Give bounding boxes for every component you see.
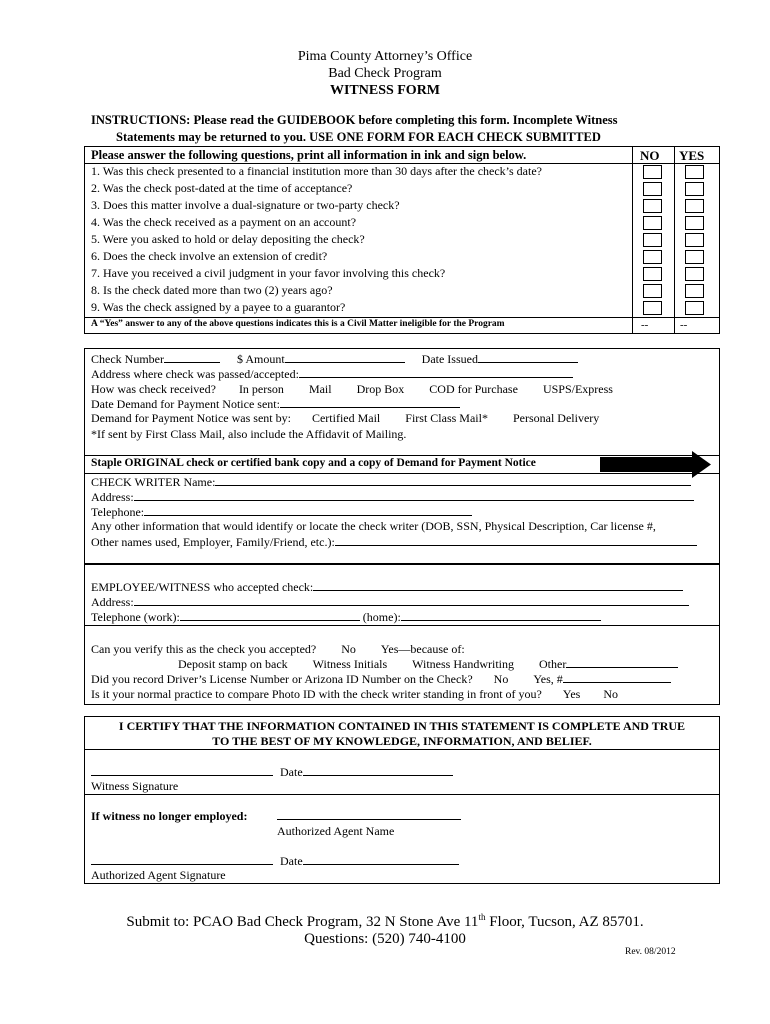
agent-signature-field[interactable]: [91, 854, 273, 865]
q7-no-checkbox[interactable]: [643, 267, 662, 281]
q5-yes-checkbox[interactable]: [685, 233, 704, 247]
witness-signature-row: [91, 765, 453, 780]
q1-no-checkbox[interactable]: [643, 165, 662, 179]
option-in-person[interactable]: In person: [238, 382, 284, 396]
question-item: 4. Was the check received as a payment on an account?: [91, 215, 357, 229]
amount-label: $ Amount: [236, 352, 285, 366]
submit-text-start: Submit to: PCAO Bad Check Program, 32 N Stone Ave 11: [126, 914, 479, 930]
verification-section: [84, 625, 720, 705]
writer-address-label: Address:: [91, 490, 134, 504]
employee-accepted-field[interactable]: [313, 580, 683, 591]
employee-address-field[interactable]: [134, 595, 689, 606]
questions-table: [84, 146, 720, 334]
question-item: 1. Was this check presented to a financial institution more than 30 days after the check’s date?: [91, 164, 542, 178]
option-usps[interactable]: USPS/Express: [542, 382, 613, 396]
license-row: [91, 672, 671, 687]
option-drop-box[interactable]: Drop Box: [356, 382, 405, 396]
employee-tel-work-field[interactable]: [180, 610, 360, 621]
no-dash: --: [641, 319, 649, 331]
verify-options-row: [178, 657, 678, 672]
amount-field[interactable]: [285, 352, 405, 363]
agent-name-field-row: [277, 809, 461, 824]
date-issued-field[interactable]: [478, 352, 578, 363]
check-number-label: Check Number: [91, 352, 164, 366]
photo-id-question: Is it your normal practice to compare Photo ID with the check writer standing in front of you?: [91, 687, 542, 701]
verify-yes-option[interactable]: Yes—because of:: [380, 642, 465, 656]
other-info-line1: Any other information that would identify or locate the check writer (DOB, SSN, Physical Description, Car license #,: [91, 519, 656, 533]
employee-accepted-label: EMPLOYEE/WITNESS who accepted check:: [91, 580, 314, 594]
q9-no-checkbox[interactable]: [643, 301, 662, 315]
license-question: Did you record Driver’s License Number or Arizona ID Number on the Check?: [91, 672, 473, 686]
q5-no-checkbox[interactable]: [643, 233, 662, 247]
agent-date-label: Date: [280, 854, 303, 868]
yes-dash: --: [680, 319, 688, 331]
verify-no-option[interactable]: No: [341, 642, 356, 656]
question-item: 8. Is the check dated more than two (2) years ago?: [91, 283, 333, 297]
witness-date-field[interactable]: [303, 765, 453, 776]
q6-no-checkbox[interactable]: [643, 250, 662, 264]
employee-tel-home-label: (home):: [362, 610, 401, 624]
writer-telephone-label: Telephone:: [91, 505, 145, 519]
q3-yes-checkbox[interactable]: [685, 199, 704, 213]
writer-address-row: [91, 490, 694, 505]
question-item: 2. Was the check post-dated at the time of acceptance?: [91, 181, 353, 195]
writer-name-label: CHECK WRITER Name:: [91, 475, 216, 489]
check-number-row: [91, 352, 578, 367]
address-passed-field[interactable]: [299, 367, 573, 378]
option-deposit-stamp[interactable]: Deposit stamp on back: [178, 657, 288, 671]
employee-tel-home-field[interactable]: [401, 610, 601, 621]
option-mail[interactable]: Mail: [308, 382, 332, 396]
demand-date-row: [91, 397, 460, 412]
certification-section: [84, 716, 720, 884]
license-number-field[interactable]: [563, 672, 671, 683]
agent-signature-label: Authorized Agent Signature: [91, 868, 226, 882]
col-yes-header: YES: [679, 148, 705, 163]
photo-no-option[interactable]: No: [603, 687, 619, 701]
q2-yes-checkbox[interactable]: [685, 182, 704, 196]
form-title: WITNESS FORM: [329, 83, 441, 98]
writer-telephone-field[interactable]: [144, 505, 472, 516]
employee-telephone-row: [91, 610, 601, 625]
q8-yes-checkbox[interactable]: [685, 284, 704, 298]
other-info-row: [91, 535, 697, 550]
q1-yes-checkbox[interactable]: [685, 165, 704, 179]
how-received-row: [91, 382, 613, 397]
q2-no-checkbox[interactable]: [643, 182, 662, 196]
instructions-line1: INSTRUCTIONS: Please read the GUIDEBOOK before completing this form. Incomplete Witness: [91, 113, 618, 127]
witness-signature-field[interactable]: [91, 765, 273, 776]
question-item: 6. Does the check involve an extension of credit?: [91, 249, 328, 263]
address-passed-label: Address where check was passed/accepted:: [91, 367, 299, 381]
option-first-class[interactable]: First Class Mail*: [405, 411, 488, 425]
employee-address-row: [91, 595, 689, 610]
verify-row: [91, 642, 465, 657]
photo-yes-option[interactable]: Yes: [562, 687, 581, 701]
option-cod[interactable]: COD for Purchase: [429, 382, 518, 396]
date-issued-label: Date Issued: [421, 352, 478, 366]
question-item: 5. Were you asked to hold or delay depositing the check?: [91, 232, 365, 246]
civil-matter-footnote: A “Yes” answer to any of the above questions indicates this is a Civil Matter ineligible for the Program: [91, 319, 505, 329]
verify-question: Can you verify this as the check you accepted?: [91, 642, 317, 656]
writer-name-row: [91, 475, 691, 490]
certify-line1: I CERTIFY THAT THE INFORMATION CONTAINED IN THIS STATEMENT IS COMPLETE AND TRUE: [118, 719, 686, 733]
employee-accepted-row: [91, 580, 683, 595]
question-item: 7. Have you received a civil judgment in your favor involving this check?: [91, 266, 446, 280]
staple-instruction: Staple ORIGINAL check or certified bank copy and a copy of Demand for Payment Notice: [91, 457, 536, 469]
affidavit-note: *If sent by First Class Mail, also include the Affidavit of Mailing.: [91, 427, 407, 441]
q7-yes-checkbox[interactable]: [685, 267, 704, 281]
questions-phone: Questions: (520) 740-4100: [304, 931, 466, 947]
office-name: Pima County Attorney’s Office: [297, 49, 473, 64]
check-info-section: [84, 348, 720, 564]
program-name: Bad Check Program: [328, 66, 442, 81]
agent-name-field[interactable]: [277, 809, 461, 820]
option-personal-delivery[interactable]: Personal Delivery: [512, 411, 600, 425]
writer-name-field[interactable]: [215, 475, 691, 486]
employee-section: [84, 564, 720, 626]
no-longer-employed-label: If witness no longer employed:: [91, 809, 248, 823]
question-item: 9. Was the check assigned by a payee to a guarantor?: [91, 300, 346, 314]
witness-signature-label: Witness Signature: [91, 779, 179, 793]
other-field[interactable]: [566, 657, 678, 668]
q9-yes-checkbox[interactable]: [685, 301, 704, 315]
certify-line2: TO THE BEST OF MY KNOWLEDGE, INFORMATION, AND BELIEF.: [212, 734, 592, 748]
check-number-field[interactable]: [164, 352, 220, 363]
floor-suffix: th: [478, 912, 486, 922]
questions-heading: Please answer the following questions, print all information in ink and sign below.: [91, 148, 527, 162]
submit-address: [0, 912, 770, 931]
demand-date-field[interactable]: [280, 397, 460, 408]
other-info-line2: Other names used, Employer, Family/Friend, etc.):: [91, 535, 335, 549]
address-passed-row: [91, 367, 573, 382]
agent-name-label: Authorized Agent Name: [277, 824, 395, 838]
option-certified-mail[interactable]: Certified Mail: [311, 411, 381, 425]
option-other[interactable]: Other: [539, 657, 567, 671]
license-yes-option[interactable]: Yes, #: [533, 672, 563, 686]
demand-date-label: Date Demand for Payment Notice sent:: [91, 397, 280, 411]
q3-no-checkbox[interactable]: [643, 199, 662, 213]
photo-id-row: [91, 687, 618, 702]
agent-date-field[interactable]: [303, 854, 459, 865]
submit-text-end: Floor, Tucson, AZ 85701.: [485, 914, 644, 930]
question-item: 3. Does this matter involve a dual-signature or two-party check?: [91, 198, 400, 212]
q6-yes-checkbox[interactable]: [685, 250, 704, 264]
witness-date-label: Date: [280, 765, 303, 779]
q4-no-checkbox[interactable]: [643, 216, 662, 230]
option-witness-initials[interactable]: Witness Initials: [312, 657, 388, 671]
demand-sent-row: [91, 411, 599, 426]
writer-address-field[interactable]: [134, 490, 694, 501]
employee-address-label: Address:: [91, 595, 134, 609]
q4-yes-checkbox[interactable]: [685, 216, 704, 230]
agent-signature-row: [91, 854, 459, 869]
option-witness-handwriting[interactable]: Witness Handwriting: [412, 657, 515, 671]
other-info-field[interactable]: [335, 535, 697, 546]
how-received-label: How was check received?: [91, 382, 216, 396]
writer-telephone-row: [91, 505, 472, 520]
col-no-header: NO: [640, 148, 660, 163]
q8-no-checkbox[interactable]: [643, 284, 662, 298]
license-no-option[interactable]: No: [493, 672, 509, 686]
revision-date: Rev. 08/2012: [625, 947, 676, 957]
demand-sent-label: Demand for Payment Notice was sent by:: [91, 411, 291, 425]
employee-tel-work-label: Telephone (work):: [91, 610, 180, 624]
instructions-line2: Statements may be returned to you. USE ONE FORM FOR EACH CHECK SUBMITTED: [116, 130, 601, 144]
